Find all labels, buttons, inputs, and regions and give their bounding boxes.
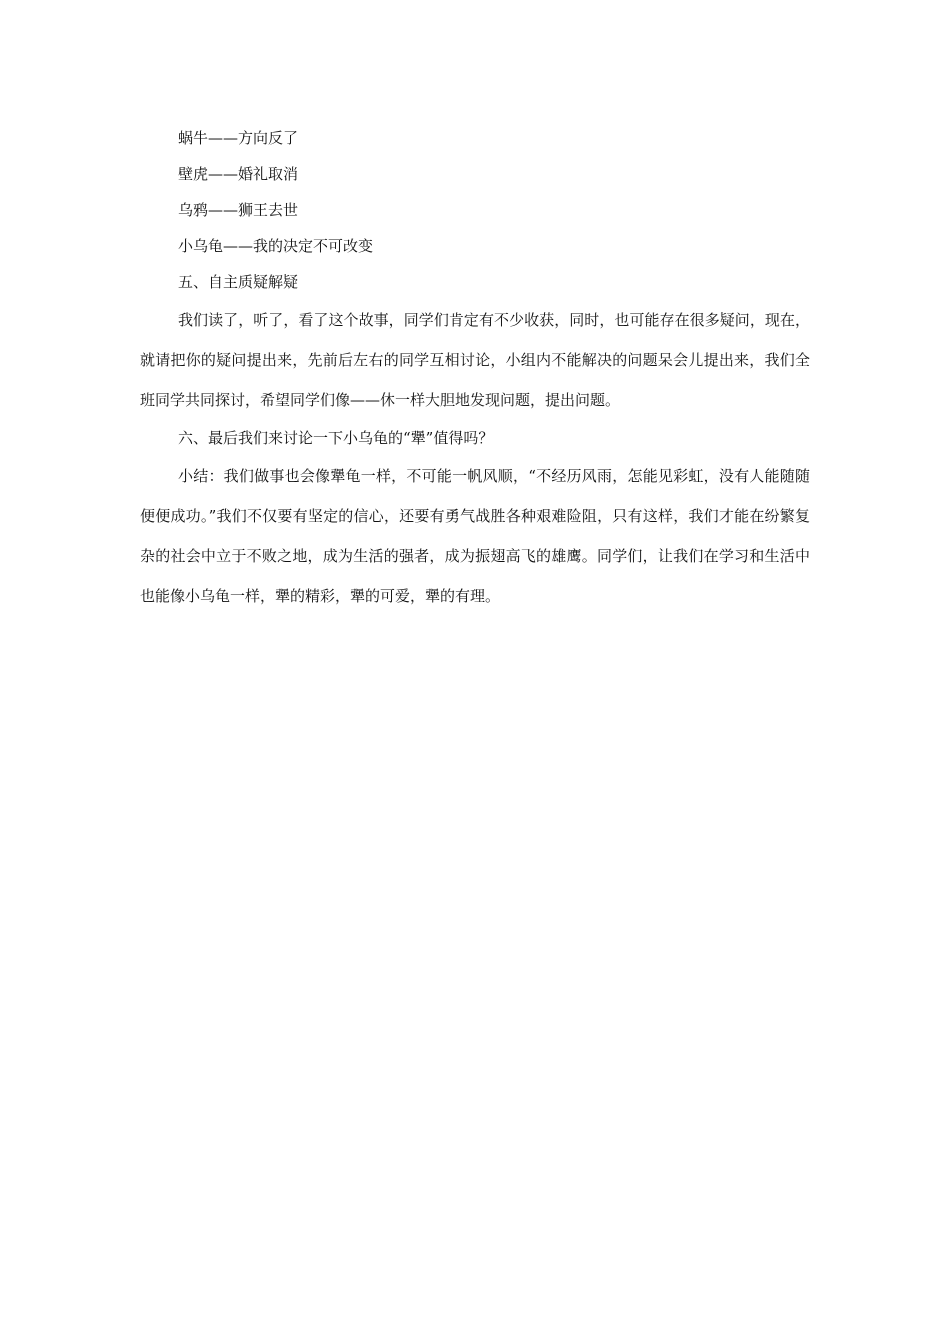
document-body bbox=[140, 120, 810, 616]
section-heading-5: 五、自主质疑解疑 bbox=[178, 273, 299, 291]
text-line-crow: 乌鸦——狮王去世 bbox=[178, 201, 299, 219]
paragraph-summary: 小结：我们做事也会像犟龟一样，不可能一帆风顺，“不经历风雨，怎能见彩虹，没有人能随随便便成功。”我们不仅要有坚定的信心，还要有勇气战胜各种艰难险阻，只有这样，我们才能在纷繁复杂的社会中立于不败之地，成为生活的强者，成为振翅高飞的雄鹰。同学们，让我们在学习和生活中也能像小乌龟一样，犟的精彩，犟的可爱，犟的有理。 bbox=[140, 467, 810, 605]
text-line-little-turtle: 小乌龟——我的决定不可改变 bbox=[178, 237, 374, 255]
text-line-gecko: 壁虎——婚礼取消 bbox=[178, 165, 299, 183]
paragraph-questions: 我们读了，听了，看了这个故事，同学们肯定有不少收获，同时，也可能存在很多疑问，现在，就请把你的疑问提出来，先前后左右的同学互相讨论，小组内不能解决的问题呆会儿提出来，我们全班同学共同探讨，希望同学们像——休一样大胆地发现问题，提出问题。 bbox=[140, 311, 810, 409]
text-line-snail: 蜗牛——方向反了 bbox=[178, 129, 299, 147]
section-heading-6: 六、最后我们来讨论一下小乌龟的“犟”值得吗？ bbox=[178, 429, 494, 447]
